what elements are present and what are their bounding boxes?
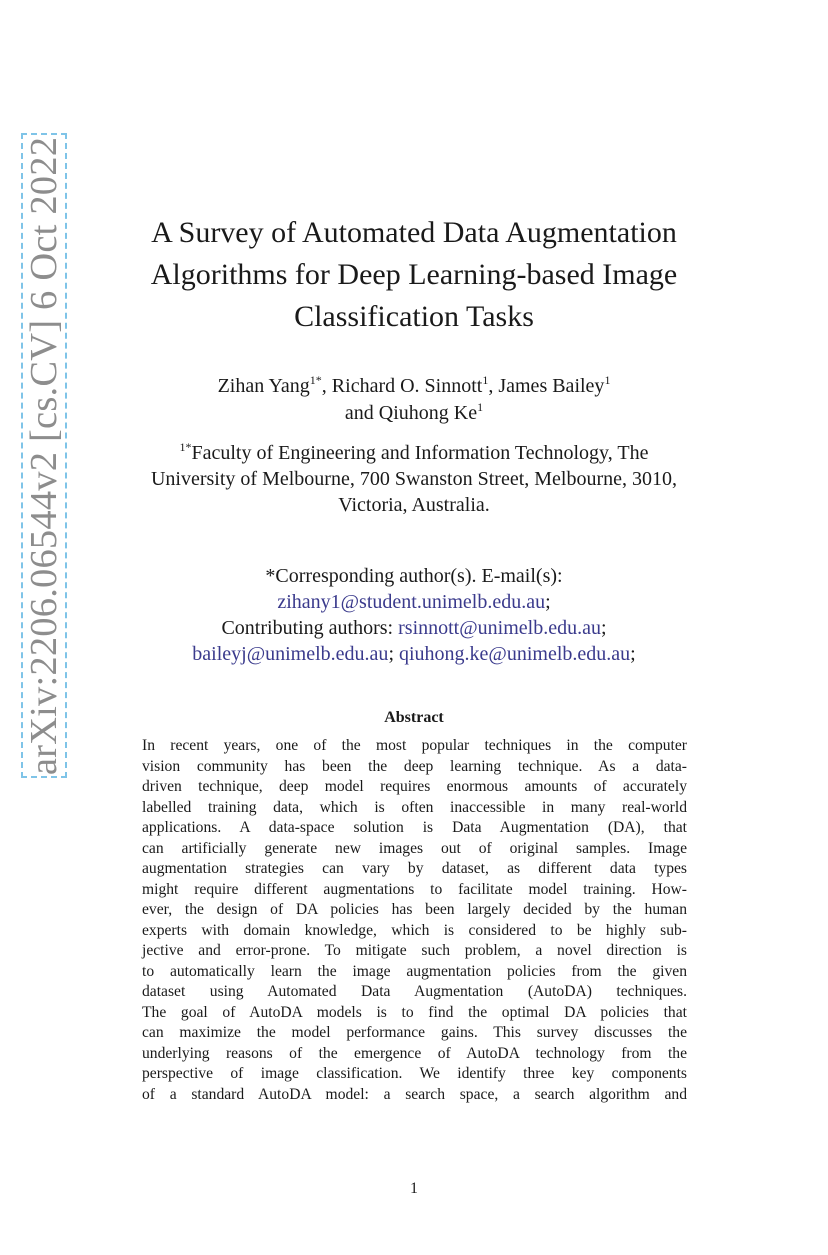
contributing-email-link[interactable]: qiuhong.ke@unimelb.edu.au <box>399 643 631 665</box>
abstract-body <box>142 736 687 1105</box>
affiliation-line: Faculty of Engineering and Information Technology, The <box>191 442 649 464</box>
author-affiliation-mark: 1* <box>309 373 322 387</box>
abstract-line: applications. A data-space solution is Data Augmentation (DA), that <box>142 819 687 836</box>
abstract-line: driven technique, deep model requires enormous amounts of accurately <box>142 778 687 795</box>
separator: ; <box>600 617 607 639</box>
abstract-line: dataset using Automated Data Augmentation (AutoDA) techniques. <box>142 983 687 1000</box>
separator: , <box>488 375 494 397</box>
title-line: A Survey of Automated Data Augmentation <box>151 216 677 249</box>
author-list <box>100 373 728 427</box>
abstract-line: vision community has been the deep learning technique. As a data- <box>142 757 687 775</box>
abstract-line: underlying reasons of the emergence of AutoDA technology from the <box>142 1044 687 1062</box>
abstract-line: jective and error-prone. To mitigate such problem, a novel direction is <box>142 942 687 959</box>
author-affiliation-mark: 1 <box>604 373 611 387</box>
author-affiliation-mark: 1 <box>482 373 489 387</box>
author-affiliation-mark: 1 <box>477 400 484 414</box>
affiliation <box>100 440 728 518</box>
affiliation-line: University of Melbourne, 700 Swanston Street, Melbourne, 3010, <box>150 468 678 490</box>
separator: , <box>321 375 327 397</box>
separator: ; <box>388 643 394 665</box>
abstract-heading: Abstract <box>384 709 444 726</box>
abstract-line: ever, the design of DA policies has been largely decided by the human <box>142 901 687 918</box>
separator: ; <box>545 591 551 613</box>
abstract-line: of a standard AutoDA model: a search space, a search algorithm and <box>142 1085 687 1103</box>
abstract-line: might require different augmentations to facilitate model training. How- <box>142 880 687 898</box>
title-line: Algorithms for Deep Learning-based Image <box>150 258 678 291</box>
abstract-line: In recent years, one of the most popular techniques in the computer <box>142 737 687 754</box>
abstract-line: labelled training data, which is often inaccessible in many real-world <box>142 798 687 816</box>
corresponding-email-link[interactable]: zihany1@student.unimelb.edu.au <box>277 591 546 613</box>
abstract-line: The goal of AutoDA models is to find the optimal DA policies that <box>142 1003 687 1021</box>
arxiv-stamp <box>21 133 67 778</box>
contributing-label: Contributing authors: <box>221 617 394 639</box>
arxiv-identifier: arXiv:2206.06544v2 [cs.CV] 6 Oct 2022 <box>22 136 65 775</box>
affiliation-line: Victoria, Australia. <box>338 494 490 516</box>
author-name: Zihan Yang <box>217 375 310 397</box>
abstract-line: can artificially generate new images out of original samples. Image <box>142 839 687 857</box>
abstract-line: can maximize the model performance gains. This survey discusses the <box>142 1024 687 1041</box>
abstract-line: perspective of image classification. We identify three key components <box>142 1065 687 1082</box>
corresponding-label: *Corresponding author(s). E-mail(s): <box>265 565 563 587</box>
abstract-line: to automatically learn the image augmentation policies from the given <box>142 962 687 980</box>
affiliation-mark: 1* <box>179 440 192 454</box>
abstract-line: experts with domain knowledge, which is considered to be highly sub- <box>142 921 687 939</box>
contributing-email-link[interactable]: rsinnott@unimelb.edu.au <box>398 617 601 639</box>
author-name: James Bailey <box>498 375 605 397</box>
contributing-email-link[interactable]: baileyj@unimelb.edu.au <box>192 643 389 665</box>
author-name: Richard O. Sinnott <box>331 375 483 397</box>
title-line: Classification Tasks <box>294 300 534 333</box>
author-name: Qiuhong Ke <box>378 402 478 424</box>
separator: ; <box>630 643 636 665</box>
correspondence-block <box>100 563 728 667</box>
author-conjunction: and <box>344 402 374 424</box>
paper-title <box>100 212 728 338</box>
page-number: 1 <box>410 1180 418 1197</box>
abstract-line: augmentation strategies can vary by dataset, as different data types <box>142 860 687 877</box>
